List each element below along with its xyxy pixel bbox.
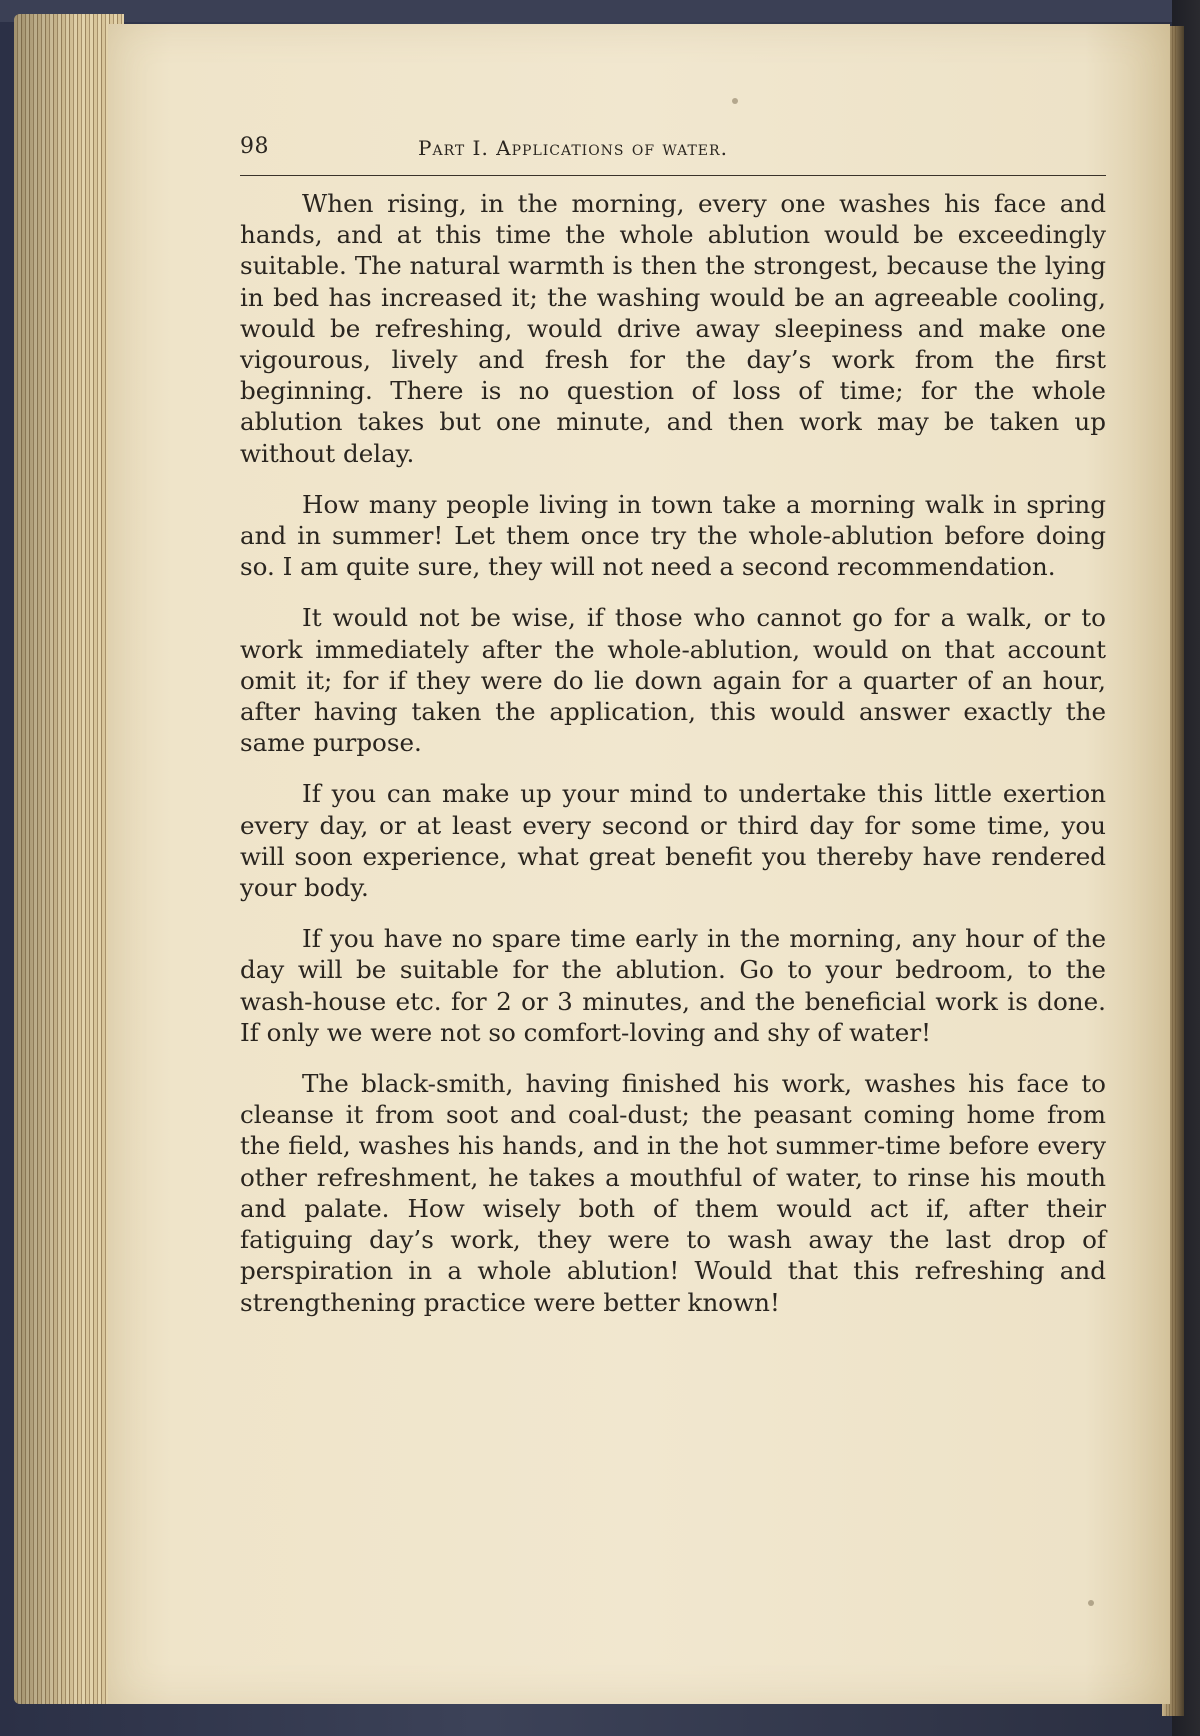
paragraph: It would not be wise, if those who cannot go for a walk, or to work immediately after the whole-ablution, would on that account omit it; for if they were do lie down again for a quarter of an hour, after having taken the application, this would answer exactly the same purpose.: [240, 603, 1106, 758]
body-text: [240, 188, 1106, 1318]
paper-spot: [1088, 1600, 1094, 1606]
paragraph: How many people living in town take a morning walk in spring and in summer! Let them once try the whole-ablution before doing so. I am quite sure, they will not need a second recommendation.: [240, 489, 1106, 582]
paragraph: When rising, in the morning, every one washes his face and hands, and at this time the whole ablution would be exceedingly suitable. The natural warmth is then the strongest, because the lying in bed has increased it; the washing would be an agreeable cooling, would be refreshing, would drive away sleepiness and make one vigourous, lively and fresh for the day’s work from the first beginning. There is no question of loss of time; for the whole ablution takes but one minute, and then work may be taken up without delay.: [240, 189, 1106, 468]
page-header: [240, 134, 1106, 168]
paragraph: The black-smith, having finished his work, washes his face to cleanse it from soot and coal-dust; the peasant coming home from the field, washes his hands, and in the hot summer-time before every other refreshment, he takes a mouthful of water, to rinse his mouth and palate. How wisely both of them would act if, after their fatiguing day’s work, they were to wash away the last drop of perspiration in a whole ablution! Would that this refreshing and strengthening practice were better known!: [240, 1069, 1106, 1317]
page-number: 98: [240, 134, 269, 159]
paragraph: If you can make up your mind to undertake this little exertion every day, or at least every second or third day for some time, you will soon experience, what great benefit you thereby have rendered your body.: [240, 779, 1106, 903]
paper-spot: [732, 98, 738, 104]
running-head: Part I. Applications of water.: [418, 136, 728, 160]
cover-top-edge: [0, 0, 1200, 22]
header-rule: [240, 175, 1106, 176]
paragraph: If you have no spare time early in the morning, any hour of the day will be suitable for the ablution. Go to your bedroom, to the wash-house etc. for 2 or 3 minutes, and the beneficial work is done. If only we were not so comfort-loving and shy of water!: [240, 924, 1106, 1047]
